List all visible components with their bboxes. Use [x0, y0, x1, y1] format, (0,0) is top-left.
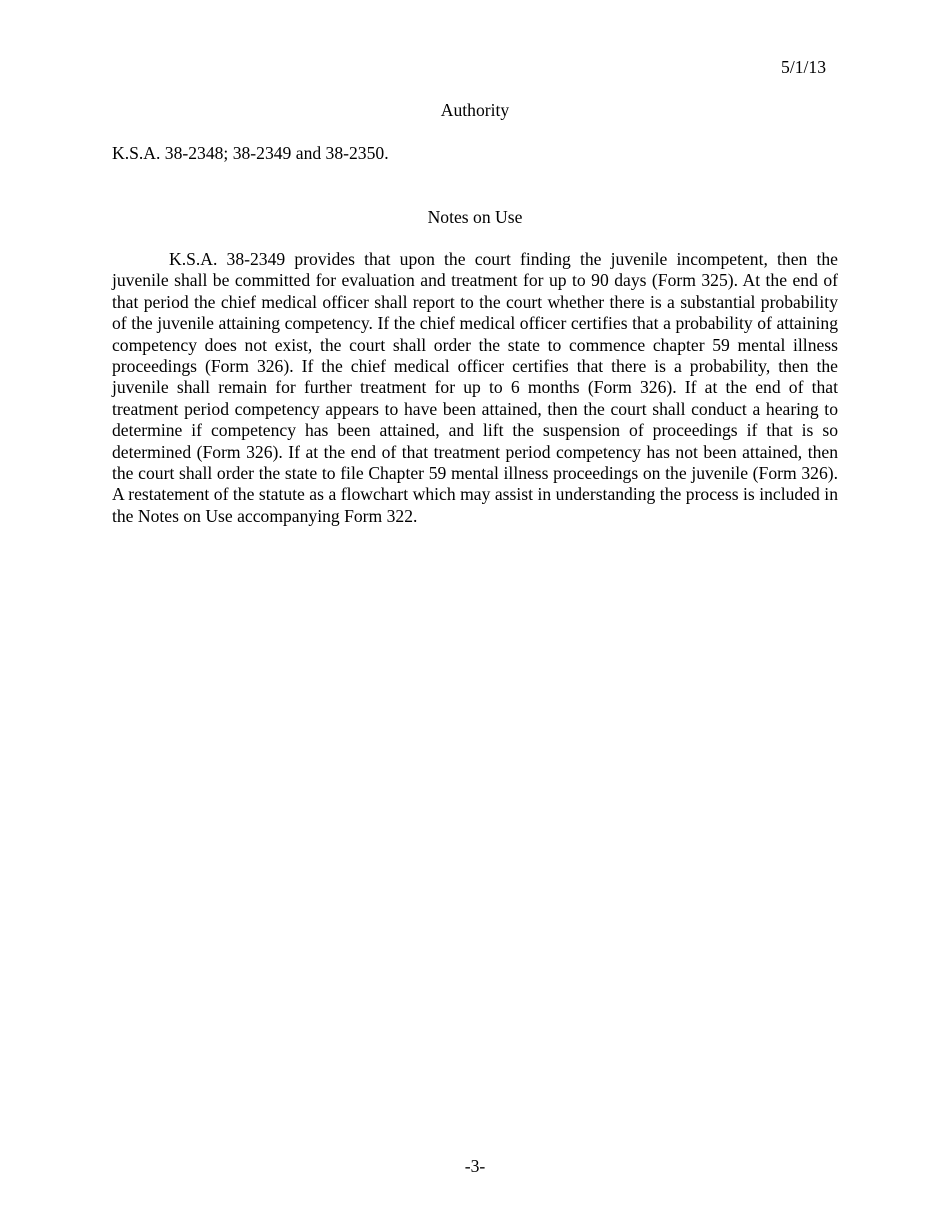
document-date: 5/1/13 [781, 57, 826, 77]
notes-on-use-heading: Notes on Use [427, 207, 523, 227]
notes-on-use-paragraph: K.S.A. 38-2349 provides that upon the court finding the juvenile incompetent, then the juvenile shall be committed for evaluation and treatment for up to 90 days (Form 325). At the end of that period the chief medical officer shall report to the court whether there is a substantial probability of the juvenile attaining competency. If the chief medical officer certifies that a probability of attaining competency does not exist, the court shall order the state to commence chapter 59 mental illness proceedings (Form 326). If the chief medical officer certifies that there is a probability, then the juvenile shall remain for further treatment for up to 6 months (Form 326). If at the end of that treatment period competency appears to have been attained, then the court shall conduct a hearing to determine if competency has been attained, and lift the suspension of proceedings if that is so determined (Form 326). If at the end of that treatment period competency has not been attained, then the court shall order the state to file Chapter 59 mental illness proceedings on the juvenile (Form 326). A restatement of the statute as a flowchart which may assist in understanding the process is included in the Notes on Use accompanying Form 322. [112, 249, 838, 526]
page-number: -3- [464, 1156, 486, 1176]
authority-heading: Authority [440, 100, 510, 120]
authority-citation: K.S.A. 38-2348; 38-2349 and 38-2350. [112, 143, 389, 163]
